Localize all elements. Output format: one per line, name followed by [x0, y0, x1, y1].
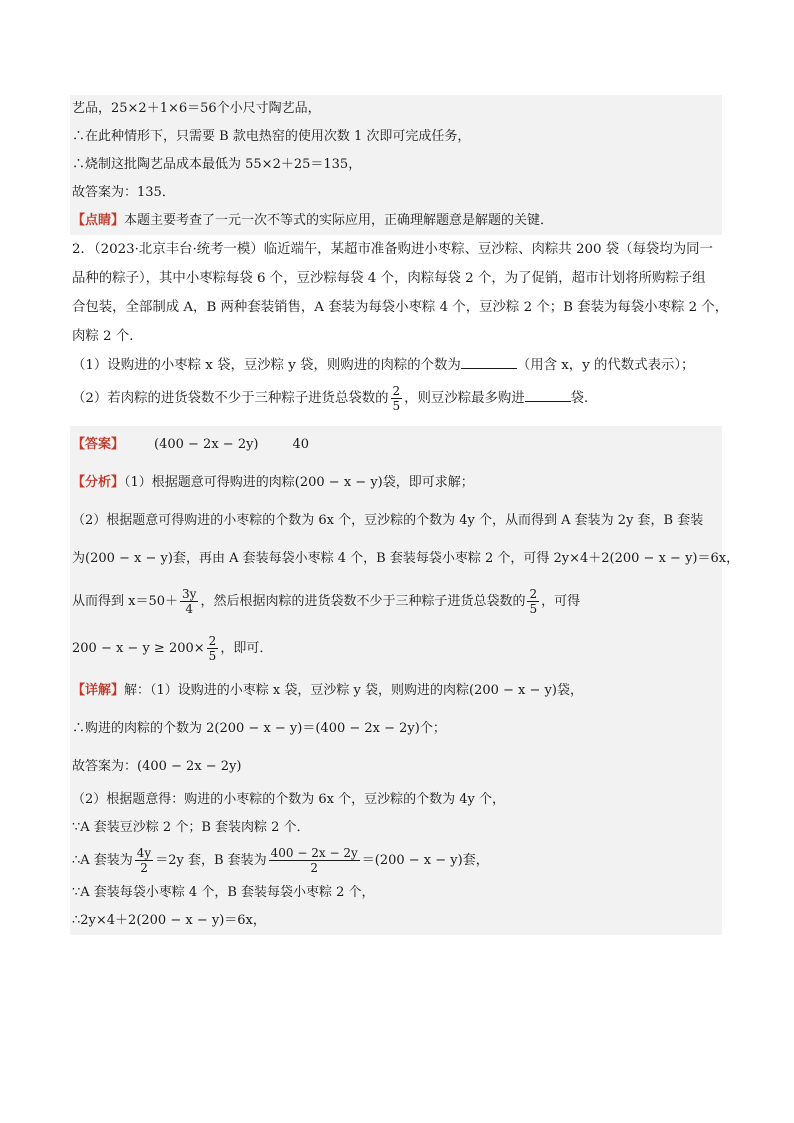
analysis-text: ，可得 — [541, 594, 581, 609]
fraction — [391, 384, 403, 413]
detail-line-4: （2）根据题意得：购进的小枣粽的个数为 6x 个，豆沙粽的个数为 4y 个， — [72, 792, 506, 807]
question-part-1-suffix: （用含 x，y 的代数式表示）； — [516, 358, 695, 373]
fraction-numerator: 2 — [529, 587, 538, 601]
text-line: ∴在此种情形下，只需要 B 款电热窑的使用次数 1 次即可完成任务， — [72, 129, 471, 144]
analysis-line-2: （2）根据题意可得购进的小枣粽的个数为 6x 个，豆沙粽的个数为 4y 个，从而得到 A 套装为 2y 套，B 套装 — [72, 513, 704, 528]
detail-text: ＝(200 − x − y)套， — [361, 853, 489, 868]
fraction-denominator: 2 — [140, 861, 148, 875]
fraction-numerator: 3y — [182, 587, 197, 601]
dianjing-line — [70, 207, 722, 235]
fraction — [180, 587, 198, 616]
question-part-2-suffix: 袋． — [570, 391, 598, 406]
answer-1: (400 − 2x − 2y) — [154, 437, 259, 452]
question-line: 合包装，全部制成 A，B 两种套装销售，A 套装为每袋小枣粽 4 个，豆沙粽 2 个；B 套装为每袋小枣粽 2 个， — [72, 300, 729, 315]
fraction-numerator: 2 — [208, 634, 217, 648]
question-part-1 — [70, 351, 722, 380]
text-line: ∴烧制这批陶艺品成本最低为 55×2＋25＝135， — [72, 157, 362, 172]
detail-text: ∴A 套装为 — [72, 853, 133, 868]
detail-text: 解：（1）设购进的小枣粽 x 袋，豆沙粽 y 袋，则购进的肉粽(200 − x − y)袋， — [124, 683, 583, 698]
previous-solution-block — [70, 95, 722, 235]
answer-blank-1 — [461, 356, 517, 369]
solution-block — [70, 426, 740, 935]
text-line: 故答案为：135． — [72, 185, 175, 200]
question-part-2-text: （2）若肉粽的进货袋数不少于三种粽子进货总袋数的 — [72, 391, 389, 406]
page-content — [70, 95, 740, 935]
analysis-text: ，然后根据肉粽的进货袋数不少于三种粽子进货总袋数的 — [200, 594, 526, 609]
analysis-text: （1）根据题意可得购进的肉粽(200 − x − y)袋，即可求解； — [124, 475, 474, 490]
fraction-denominator: 5 — [392, 399, 401, 413]
question-part-1-text: （1）设购进的小枣粽 x 袋，豆沙粽 y 袋，则购进的肉粽的个数为 — [72, 358, 461, 373]
analysis-text: 200 − x − y ≥ 200× — [72, 641, 205, 656]
fraction — [269, 846, 360, 875]
fraction — [527, 587, 539, 616]
fraction-numerator: 2 — [392, 384, 401, 398]
detail-tag: 【详解】 — [72, 683, 125, 698]
analysis-line-5 — [70, 625, 722, 672]
analysis-text: 从而得到 x＝50＋ — [72, 594, 179, 609]
question-part-2 — [70, 380, 722, 418]
question-line: 肉粽 2 个． — [72, 329, 143, 344]
fraction-numerator: 400 − 2x − 2y — [270, 846, 358, 860]
detail-line-7: ∵A 套装每袋小枣粽 4 个，B 套装每袋小枣粽 2 个， — [72, 885, 375, 900]
dianjing-tag: 【点睛】 — [72, 213, 125, 228]
answer-line — [70, 426, 722, 464]
text-line: 艺品，25×2＋1×6＝56个小尺寸陶艺品， — [72, 101, 321, 116]
detail-line-3: 故答案为：(400 − 2x − 2y) — [72, 759, 242, 774]
analysis-line-4 — [70, 578, 722, 625]
detail-line-2: ∴购进的肉粽的个数为 2(200 − x − y)＝(400 − 2x − 2y)个； — [72, 721, 446, 736]
detail-line-8: ∴2y×4＋2(200 − x − y)＝6x， — [72, 913, 266, 928]
answer-blank-2 — [525, 389, 571, 402]
question-part-2-mid: ，则豆沙粽最多购进 — [404, 391, 525, 406]
question-2 — [70, 235, 729, 418]
detail-text: ＝2y 套，B 套装为 — [155, 853, 267, 868]
fraction-numerator: 4y — [136, 846, 152, 860]
fraction-denominator: 2 — [310, 861, 319, 875]
fraction — [135, 846, 153, 875]
answer-tag: 【答案】 — [72, 437, 125, 452]
fraction-denominator: 5 — [529, 602, 538, 616]
analysis-line-3: 为(200 − x − y)套，再由 A 套装每袋小枣粽 4 个，B 套装每袋小枣粽 2 个，可得 2y×4＋2(200 − x − y)＝6x， — [72, 551, 740, 566]
analysis-tag: 【分析】 — [72, 475, 125, 490]
answer-2: 40 — [292, 437, 310, 452]
question-line: 2．（2023·北京丰台·统考一模）临近端午，某超市准备购进小枣粽、豆沙粽、肉粽共 200 袋（每袋均为同一 — [72, 242, 713, 257]
detail-line-6 — [70, 842, 722, 879]
analysis-text: ，即可． — [220, 641, 273, 656]
question-line: 品种的粽子），其中小枣粽每袋 6 个，豆沙粽每袋 4 个，肉粽每袋 2 个，为了促销，超市计划将所购粽子组 — [72, 271, 706, 286]
analysis-line-1 — [70, 464, 722, 502]
fraction-denominator: 5 — [208, 649, 217, 663]
dianjing-text: 本题主要考查了一元一次不等式的实际应用，正确理解题意是解题的关键． — [124, 213, 554, 228]
fraction-denominator: 4 — [185, 602, 194, 616]
detail-line-5: ∵A 套装豆沙粽 2 个；B 套装肉粽 2 个． — [72, 820, 310, 835]
detail-line-1 — [70, 672, 722, 710]
fraction — [207, 634, 219, 663]
